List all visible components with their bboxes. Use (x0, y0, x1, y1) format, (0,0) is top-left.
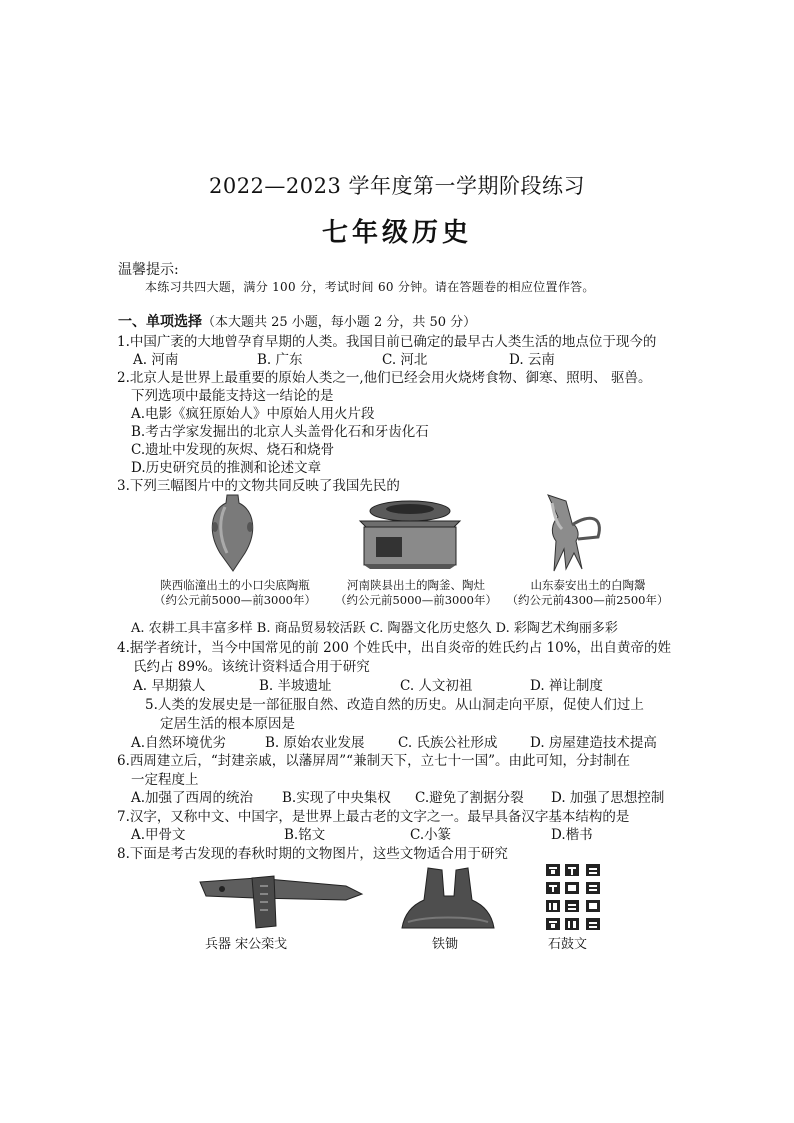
q4-option-c: C. 人文初祖 (400, 678, 473, 694)
q4-option-d: D. 禅让制度 (530, 678, 603, 694)
q3-caption-1: 陕西临潼出土的小口尖底陶瓶 (160, 578, 310, 592)
q7-option-c: C.小篆 (410, 827, 452, 843)
q3-caption-3-date: （约公元前4300—前2500年） (506, 593, 669, 607)
q1-option-d: D. 云南 (509, 352, 555, 368)
page-title: 2022—2023 学年度第一学期阶段练习 (208, 174, 586, 198)
q6-option-b: B.实现了中央集权 (282, 790, 391, 806)
q6-stem-cont: 一定程度上 (131, 772, 199, 788)
q5-option-b: B. 原始农业发展 (265, 735, 365, 751)
bronze-ge-weapon-image (196, 868, 364, 930)
q8-caption-1: 兵器 宋公栾戈 (205, 937, 288, 952)
iron-hoe-image (398, 866, 498, 932)
q5-option-d: D. 房屋建造技术提高 (530, 735, 657, 751)
q8-stem: 8.下面是考古发现的春秋时期的文物图片，这些文物适合用于研究 (117, 846, 508, 862)
q3-stem: 3.下列三幅图片中的文物共同反映了我国先民的 (117, 478, 400, 494)
page-subtitle: 七年级历史 (321, 218, 472, 248)
q3-caption-2-date: （约公元前5000—前3000年） (334, 593, 498, 607)
q2-option-c: C.遗址中发现的灰烬、烧石和烧骨 (131, 442, 335, 458)
q4-stem-cont: 氏约占 89%。该统计资料适合用于研究 (133, 659, 370, 675)
q4-option-b: B. 半坡遗址 (259, 678, 332, 694)
q6-option-c: C.避免了割据分裂 (415, 790, 524, 806)
q2-option-a: A.电影《疯狂原始人》中原始人用火片段 (131, 406, 375, 422)
q2-stem-cont: 下列选项中最能支持这一结论的是 (131, 388, 334, 404)
section-heading (118, 311, 476, 331)
q7-stem: 7.汉字，又称中文、中国字，是世界上最古老的文字之一。最早具备汉字基本结构的是 (117, 809, 630, 825)
q2-option-b: B.考古学家发掘出的北京人头盖骨化石和牙齿化石 (131, 424, 429, 440)
q2-option-d: D.历史研究员的推测和论述文章 (131, 460, 322, 476)
q6-stem: 6.西周建立后，“封建亲戚，以藩屏周”“兼制天下，立七十一国”。由此可知，分封制在 (117, 753, 630, 769)
q1-option-a: A. 河南 (133, 352, 179, 368)
q3-options: A. 农耕工具丰富多样 B. 商品贸易较活跃 C. 陶器文化历史悠久 D. 彩陶艺术绚丽多彩 (131, 621, 618, 636)
q8-caption-3: 石鼓文 (548, 937, 588, 952)
q3-caption-2: 河南陕县出土的陶釜、陶灶 (347, 578, 485, 592)
q1-stem: 1.中国广袤的大地曾孕育早期的人类。我国目前已确定的最早古人类生活的地点位于现今的 (117, 334, 657, 350)
hint-text: 本练习共四大题，满分 100 分，考试时间 60 分钟。请在答题卷的相应位置作答。 (145, 280, 595, 294)
q7-option-b: B.铭文 (284, 827, 326, 843)
q6-option-d: D. 加强了思想控制 (551, 790, 665, 806)
q7-option-a: A.甲骨文 (131, 827, 186, 843)
q4-option-a: A. 早期猿人 (133, 678, 206, 694)
hint-label: 温馨提示: (118, 262, 179, 278)
q1-option-b: B. 广东 (257, 352, 303, 368)
section-title: 一、单项选择 (118, 314, 202, 330)
q4-stem: 4.据学者统计，当今中国常见的前 200 个姓氏中，出自炎帝的姓氏约占 10%，出自黄帝的姓 (117, 640, 672, 656)
q5-stem: 5.人类的发展史是一部征服自然、改造自然的历史。从山洞走向平原，促使人们过上 (145, 697, 644, 713)
q2-stem: 2.北京人是世界上最重要的原始人类之一,他们已经会用火烧烤食物、御寒、照明、 驱兽。 (117, 370, 652, 386)
q1-option-c: C. 河北 (382, 352, 428, 368)
white-pottery-gui-image (540, 493, 610, 573)
q3-caption-3: 山东泰安出土的白陶鬶 (530, 578, 646, 592)
pottery-stove-image (350, 497, 470, 569)
q5-option-c: C. 氏族公社形成 (398, 735, 498, 751)
q8-caption-2: 铁锄 (432, 937, 459, 952)
q5-option-a: A.自然环境优劣 (131, 735, 227, 751)
q6-option-a: A.加强了西周的统治 (131, 790, 254, 806)
stone-drum-inscription-image (542, 860, 606, 934)
q5-stem-cont: 定居生活的根本原因是 (160, 716, 295, 732)
q7-option-d: D.楷书 (551, 827, 593, 843)
pottery-bottle-image (205, 493, 260, 573)
section-desc: （本大题共 25 小题，每小题 2 分，共 50 分） (202, 315, 477, 330)
q3-caption-1-date: （约公元前5000—前3000年） (153, 593, 317, 607)
